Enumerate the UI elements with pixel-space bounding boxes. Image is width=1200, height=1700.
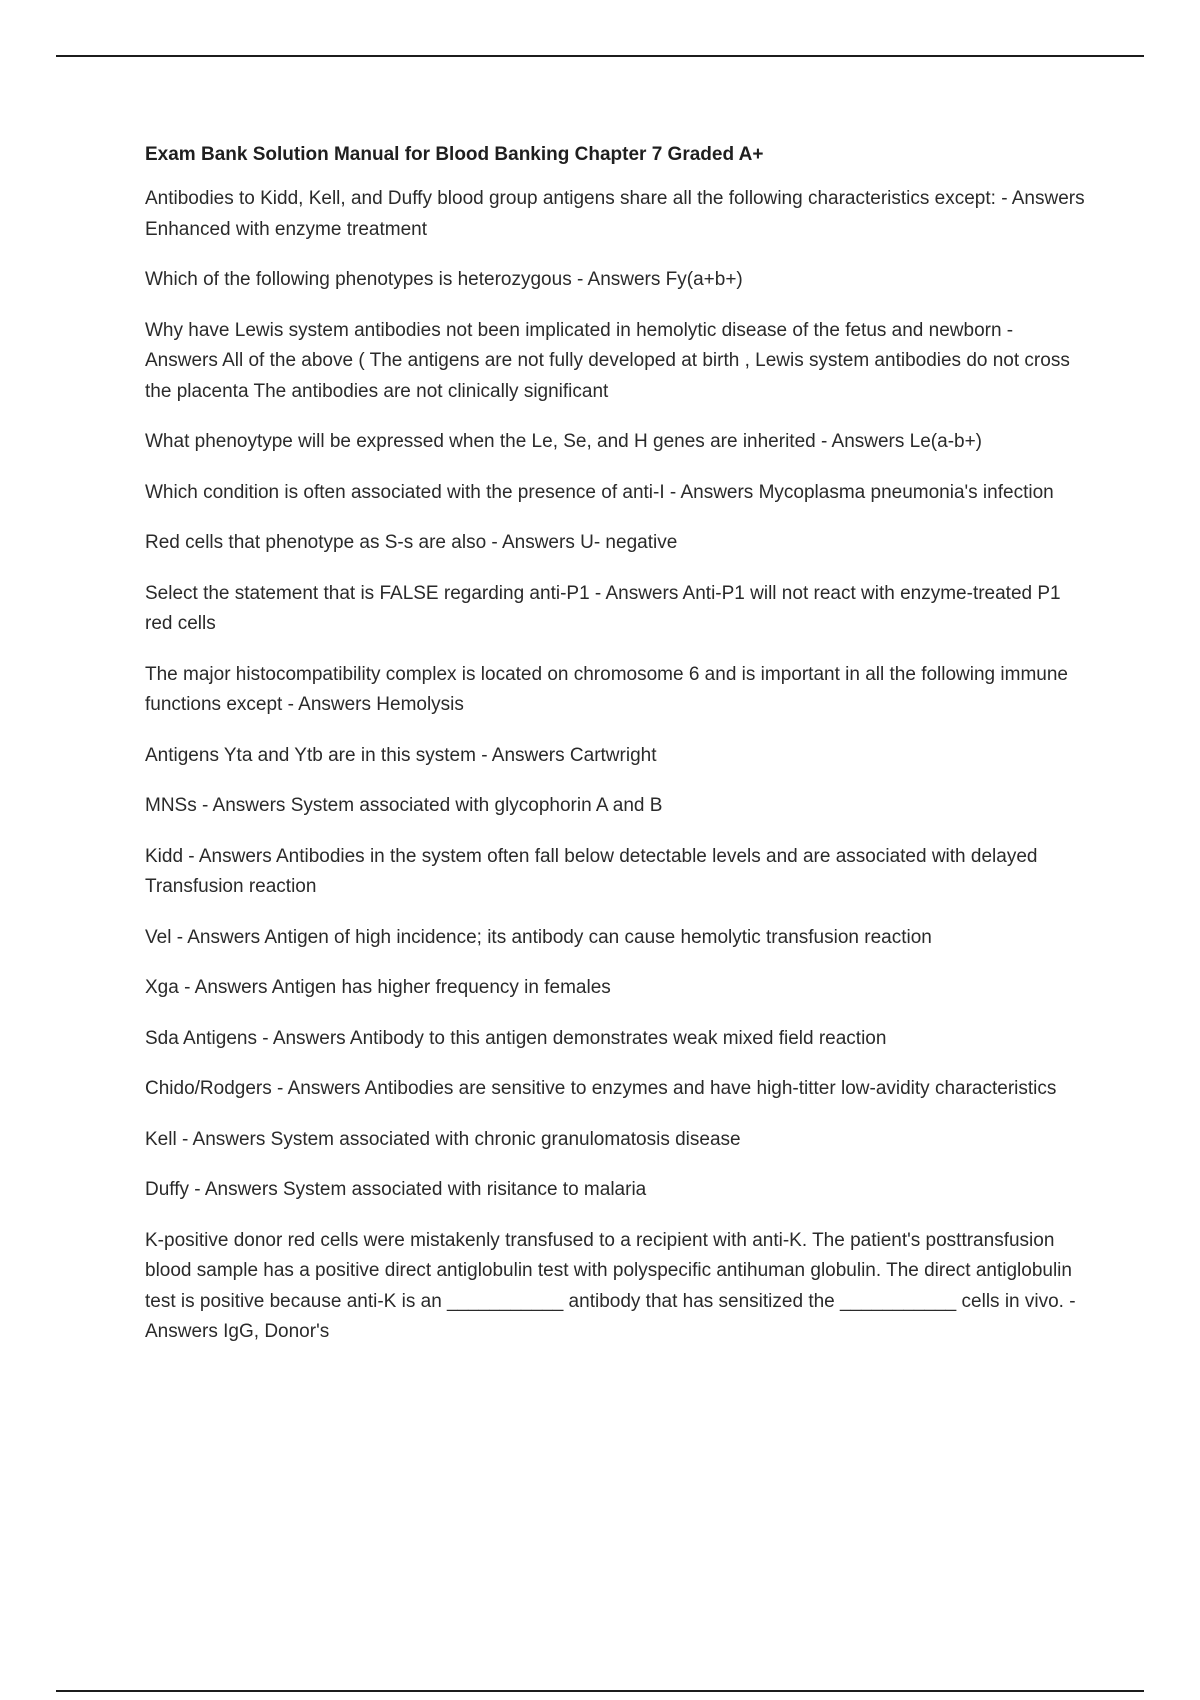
- qa-item: Select the statement that is FALSE regarding anti-P1 - Answers Anti-P1 will not react with enzyme-treated P1 red cells: [145, 582, 1061, 634]
- qa-item: What phenoytype will be expressed when the Le, Se, and H genes are inherited - Answers Le(a-b+): [145, 431, 983, 452]
- qa-item: Xga - Answers Antigen has higher frequency in females: [145, 977, 611, 998]
- top-divider: [56, 55, 1144, 57]
- qa-item: K-positive donor red cells were mistakenly transfused to a recipient with anti-K. The patient's posttransfusion blood sample has a positive direct antiglobulin test with polyspecific antihuman globulin. The direct antiglobulin test is positive because anti-K is an ___________ antibody that has sensitized the ___________ cells in vivo. - Answers IgG, Donor's: [145, 1229, 1076, 1342]
- qa-item: Which of the following phenotypes is heterozygous - Answers Fy(a+b+): [145, 269, 743, 290]
- qa-item: Red cells that phenotype as S-s are also - Answers U- negative: [145, 532, 678, 553]
- qa-list: [145, 184, 1085, 1348]
- qa-item: Antigens Yta and Ytb are in this system - Answers Cartwright: [145, 744, 657, 766]
- document-body: [145, 140, 1085, 1368]
- document-title: Exam Bank Solution Manual for Blood Banking Chapter 7 Graded A+: [145, 144, 764, 165]
- qa-item: Antibodies to Kidd, Kell, and Duffy blood group antigens share all the following characteristics except: - Answers Enhanced with enzyme treatment: [145, 188, 1085, 240]
- qa-item: Duffy - Answers System associated with risitance to malaria: [145, 1179, 647, 1200]
- bottom-divider: [56, 1690, 1144, 1692]
- qa-item: Chido/Rodgers - Answers Antibodies are sensitive to enzymes and have high-titter low-avidity characteristics: [145, 1078, 1057, 1099]
- qa-item: Vel - Answers Antigen of high incidence; its antibody can cause hemolytic transfusion reaction: [145, 926, 932, 948]
- qa-item: MNSs - Answers System associated with glycophorin A and B: [145, 795, 663, 816]
- qa-item: Kell - Answers System associated with chronic granulomatosis disease: [145, 1128, 741, 1150]
- qa-item: Which condition is often associated with the presence of anti-I - Answers Mycoplasma pneumonia's infection: [145, 481, 1054, 503]
- qa-item: Why have Lewis system antibodies not been implicated in hemolytic disease of the fetus and newborn - Answers All of the above ( The antigens are not fully developed at birth , Lewis system antibodies do not cross the placenta The antibodies are not clinically significant: [145, 319, 1070, 402]
- qa-item: Kidd - Answers Antibodies in the system often fall below detectable levels and are associated with delayed Transfusion reaction: [145, 845, 1038, 897]
- qa-item: The major histocompatibility complex is located on chromosome 6 and is important in all the following immune functions except - Answers Hemolysis: [145, 663, 1068, 715]
- qa-item: Sda Antigens - Answers Antibody to this antigen demonstrates weak mixed field reaction: [145, 1027, 887, 1049]
